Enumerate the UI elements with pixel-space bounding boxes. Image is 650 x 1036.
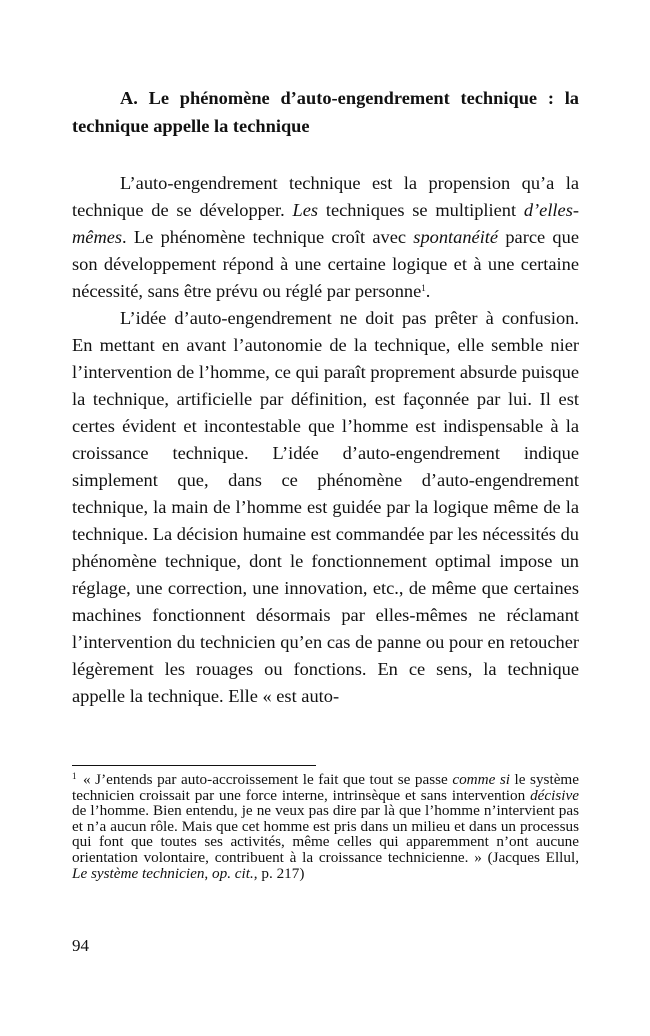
footnote-text-c: le système technicien croissait par une force interne, intrinsèque et sans intervention (72, 771, 579, 804)
p1-text-g: parce que son développement répond à une certaine logique et à une certaine nécessité, sans être prévu ou réglé par personne (72, 227, 579, 301)
footnote-italic-decisive: décisive (530, 786, 579, 804)
footnote-italic-comme-si: comme si (452, 771, 511, 788)
p1-italic-elles-memes: d’elles-mêmes (72, 200, 579, 247)
paragraph-1 (72, 170, 579, 305)
p1-italic-les: Les (292, 200, 319, 220)
footnote-italic-book-title: Le système technicien (72, 864, 205, 882)
footnote-divider (72, 765, 316, 766)
page-number: 94 (72, 936, 89, 955)
p1-italic-spontaneite: spontanéité (413, 227, 499, 247)
footnote-text-g: , (204, 864, 213, 882)
footnote (72, 772, 579, 881)
footnote-reference[interactable]: 1 (421, 283, 426, 293)
footnote-text-e: de l’homme. Bien entendu, je ne veux pas dire par là que l’homme n’intervient pas et n’a aucun rôle. Mais que cet homme est pris dans un milieu et dans un processus qui font que toutes ses activités, même celles qui apparemment n’ont aucune orientation volontaire, contribuent à la croissance technicienne. » (Jacques Ellul, (72, 802, 579, 866)
section-heading: A. Le phénomène d’auto-engendrement technique : la technique appelle la technique (72, 88, 579, 136)
paragraph-2: L’idée d’auto-engendrement ne doit pas prêter à confusion. En mettant en avant l’autonomie de la technique, elle semble nier l’intervention de l’homme, ce qui paraît proprement absurde puisque la technique, artificielle par définition, est façonnée par lui. Il est certes évident et incontestable que l’homme est indispensable à la croissance technique. L’idée d’auto-engendrement indique simplement que, dans ce phénomène d’auto-engendrement technique, la main de l’homme est guidée par la logique même de la technique. La décision humaine est commandée par les nécessités du phénomène technique, dont le fonctionnement optimal impose un réglage, une correction, une innovation, etc., de même que certaines machines fonctionnent désormais par elles-mêmes ne réclamant l’intervention du technicien qu’en cas de panne ou pour en retoucher légèrement les rouages ou fonctions. En ce sens, la technique appelle la technique. Elle « est auto- (72, 308, 579, 706)
p1-text-h: . (425, 281, 431, 301)
footnote-text-i: , p. 217) (253, 864, 305, 882)
page-body (72, 84, 579, 710)
p1-text-c: techniques se multiplient (318, 200, 524, 220)
p1-text-a: L’auto-engendrement technique est la propension qu’a la technique de se développer. (72, 173, 579, 220)
footnote-text-a: « J’entends par auto-accroissement le fait que tout se passe (78, 771, 453, 788)
footnote-number: 1 (72, 771, 77, 781)
p1-text-e: . Le phénomène technique croît avec (122, 227, 414, 247)
footnote-italic-op-cit: op. cit. (212, 864, 254, 882)
